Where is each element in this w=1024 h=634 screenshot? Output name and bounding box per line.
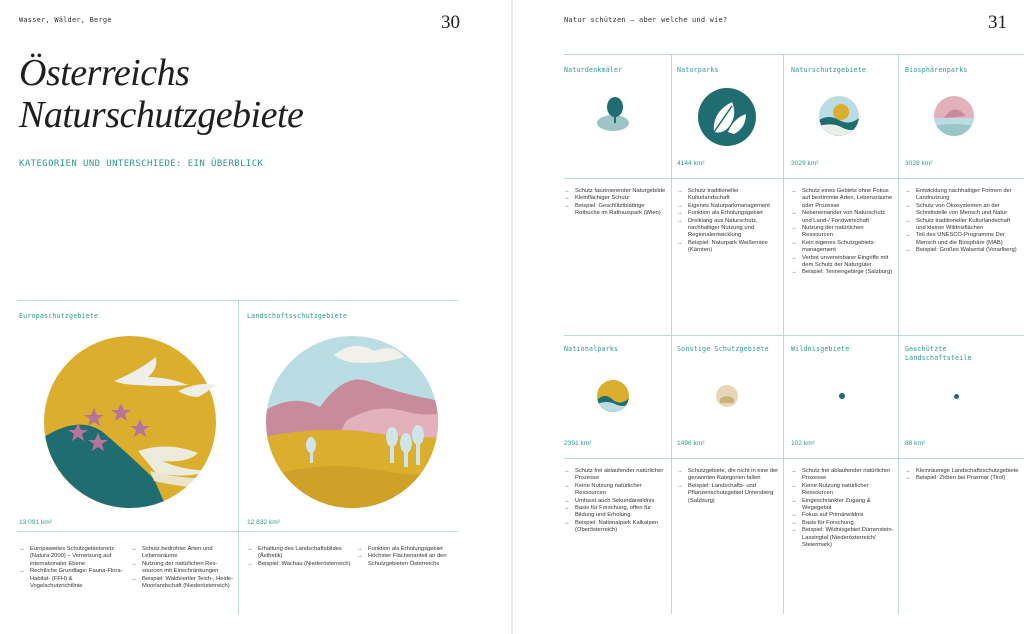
bullet: → Schutz frei ablaufender natürlicher Prozesse — [564, 468, 666, 483]
bullet: → Höchster Flächenanteil an den Schutzgebieten Österreichs — [357, 553, 461, 568]
bullet: → Basis für Forschung, offen für Bildung und Erholung — [564, 505, 666, 520]
bullet: → Schutz traditioneller Kulturlandschaft — [677, 188, 779, 203]
bullet: → Nebeneinander von Naturschutz und Land-/ Forstwirtschaft — [791, 210, 894, 225]
area-naturschutzgebiete: 3029 km² — [791, 160, 819, 167]
landscape-illustration — [264, 333, 440, 511]
bullet: → Beispiel: Großes Walsertal (Vorarlberg) — [905, 247, 1019, 254]
area-biosphaerenparks: 3028 km² — [905, 160, 933, 167]
bullet: → Basis für Forschung — [791, 520, 894, 527]
bullet: → Umfasst auch Sekundärwildnis — [564, 498, 666, 505]
bullet: → Funktion als Erholungsgebiet — [677, 210, 779, 217]
bullet: → Keine Nutzung natürlicher Ressourcen — [791, 483, 894, 498]
category-naturparks: Naturparks — [677, 66, 719, 74]
bullets-naturdenkmaeler — [564, 188, 666, 218]
bullet: → Nutzung der natürlichen Ressourcen — [791, 225, 894, 240]
bullets-sonstige-schutzgebiete — [677, 468, 779, 505]
divider — [783, 54, 784, 614]
bullets-landschaft-2 — [357, 546, 461, 568]
area-landschaftsschutzgebiete: 12 832 km² — [247, 519, 280, 526]
category-geschuetzte-landschaftsteile: Geschützte Landschaftsteile — [905, 345, 972, 362]
bullet: → Beispiel: Naturpark Weißensee (Kärnten) — [677, 240, 779, 255]
bullet: → Fokus auf Primärwildnis — [791, 512, 894, 519]
bullet: → Beispiel: Nationalpark Kalkalpen (Oberösterreich) — [564, 520, 666, 535]
landscape-circle-icon — [819, 96, 859, 136]
area-nationalparks: 2391 km² — [564, 440, 592, 447]
tree-icon — [595, 95, 631, 135]
area-naturparks: 4144 km² — [677, 160, 705, 167]
title-line-2: Naturschutzgebiete — [19, 94, 304, 136]
divider — [564, 458, 1024, 459]
bullet: → Eingeschränkter Zugang & Wegegebot — [791, 498, 894, 513]
bullet: → Beispiel: Zirben bei Praxmar (Tirol) — [905, 475, 1019, 482]
divider — [564, 178, 1024, 179]
bullet: → Beispiel: Wachau (Niederösterreich) — [247, 561, 351, 568]
nationalpark-circle-icon — [597, 380, 629, 412]
bullet: → Schutz frei ablaufender natürlicher Prozesse — [791, 468, 894, 483]
bullet: → Schutz bedrohter Arten und Lebensräume — [131, 546, 235, 561]
bullet: → Europaweites Schutzgebietsnetz (Natura 2000) – Vernetzung auf internationaler Ebene — [19, 546, 125, 568]
page-number-right: 31 — [988, 12, 1007, 33]
bullet: → Beispiel: Wildnisgebiet Dürrenstein-Lassingtal (Niederösterreich/ Steiermark) — [791, 527, 894, 549]
divider — [898, 54, 899, 614]
wilderness-dot-icon — [839, 393, 845, 399]
biosphere-circle-icon — [934, 96, 974, 136]
leaf-icon — [698, 88, 756, 146]
bullet: → Erhaltung des Landschaftsbildes (Ästhetik) — [247, 546, 351, 561]
bullet: → Beispiel: Waldviertler Teich-, Heide- Moorlandschaft (Niederösterreich) — [131, 576, 235, 591]
category-wildnisgebiete: Wildnisgebiete — [791, 345, 850, 353]
bullet: → Teil des UNESCO-Programms Der Mensch und die Biosphäre (MAB) — [905, 232, 1019, 247]
bullets-geschuetzte-landschaftsteile — [905, 468, 1019, 483]
divider — [238, 300, 239, 614]
category-naturdenkmaeler: Naturdenkmäler — [564, 66, 623, 74]
category-biosphaerenparks: Biosphärenparks — [905, 66, 968, 74]
area-geschuetzte-landschaftsteile: 88 km² — [905, 440, 926, 447]
bullet: → Dreiklang aus Naturschutz, nachhaltiger Nutzung und Regionalentwicklung — [677, 218, 779, 240]
bullet: → Verbot unvereinbarer Eingriffe mit dem Schutz der Naturgüter — [791, 255, 894, 270]
page-subtitle: KATEGORIEN UND UNTERSCHIEDE: EIN ÜBERBLICK — [19, 159, 264, 169]
bullet: → Kleinräumige Landschaftsschutzgebiete — [905, 468, 1019, 475]
divider — [564, 335, 1024, 336]
europe-illustration — [38, 333, 222, 511]
divider — [671, 54, 672, 614]
left-page — [0, 0, 511, 634]
bullet: → Kein eigenes Schutzgebietsmanagement — [791, 240, 894, 255]
category-landschaftsschutzgebiete: Landschaftsschutzgebiete — [247, 312, 348, 320]
title-line-1: Österreichs — [19, 52, 190, 94]
bullet: → Eigenes Naturparkmanagement — [677, 203, 779, 210]
bullets-landschaft-1 — [247, 546, 351, 568]
bullets-naturschutzgebiete — [791, 188, 894, 277]
bullets-biosphaerenparks — [905, 188, 1019, 255]
bullets-wildnisgebiete — [791, 468, 894, 549]
page-number-left: 30 — [441, 12, 460, 33]
bullet: → Kleinflächiger Schutz — [564, 195, 666, 202]
bullet: → Schutz faszinierender Naturgebilde — [564, 188, 666, 195]
running-head-left: Wasser, Wälder, Berge — [19, 16, 112, 24]
running-head-right: Natur schützen – aber welche und wie? — [564, 16, 728, 24]
bullets-europa-1 — [19, 546, 125, 590]
area-wildnisgebiete: 102 km² — [791, 440, 815, 447]
area-europaschutzgebiete: 13 091 km² — [19, 519, 52, 526]
bullet: → Keine Nutzung natürlicher Ressourcen — [564, 483, 666, 498]
other-area-circle-icon — [716, 385, 738, 407]
divider — [17, 531, 458, 532]
bullet: → Schutz von Ökosystemen an der Schnittstelle von Mensch und Natur — [905, 203, 1019, 218]
area-sonstige-schutzgebiete: 1496 km² — [677, 440, 705, 447]
right-page — [513, 0, 1024, 634]
bullet: → Entwicklung nachhaltiger Formen der Landnutzung — [905, 188, 1019, 203]
landscape-parts-dot-icon — [954, 394, 959, 399]
category-europaschutzgebiete: Europaschutzgebiete — [19, 312, 99, 320]
bullet: → Beispiel: Tennengebirge (Salzburg) — [791, 269, 894, 276]
bullets-europa-2 — [131, 546, 235, 590]
bullets-naturparks — [677, 188, 779, 255]
category-sonstige-schutzgebiete: Sonstige Schutzgebiete — [677, 345, 769, 353]
category-naturschutzgebiete: Naturschutzgebiete — [791, 66, 867, 74]
bullet: → Beispiel: Geschlitztblättrige Rotbuche im Rathauspark (Wien) — [564, 203, 666, 218]
bullet: → Funktion als Erholungsgebiet — [357, 546, 461, 553]
bullet: → Schutzgebiete, die nicht in eine der genannten Kategorien fallen — [677, 468, 779, 483]
bullet: → Schutz traditioneller Kulturlandschaft und kleiner Wildnisflächen — [905, 218, 1019, 233]
bullet: → Nutzung der natürlichen Ressourcen mit Einschränkungen — [131, 561, 235, 576]
bullet: → Schutz eines Gebiets ohne Fokus auf bestimmte Arten, Lebensräume oder Prozesse — [791, 188, 894, 210]
bullets-nationalparks — [564, 468, 666, 535]
page-title — [19, 52, 303, 136]
bullet: → Rechtliche Grundlage: Fauna-Flora-Habitat- (FFH) & Vogelschutzrichtlinie — [19, 568, 125, 590]
category-nationalparks: Nationalparks — [564, 345, 619, 353]
divider — [564, 54, 1024, 55]
bullet: → Beispiel: Landschafts- und Pflanzenschutzgebiet Untersberg (Salzburg) — [677, 483, 779, 505]
